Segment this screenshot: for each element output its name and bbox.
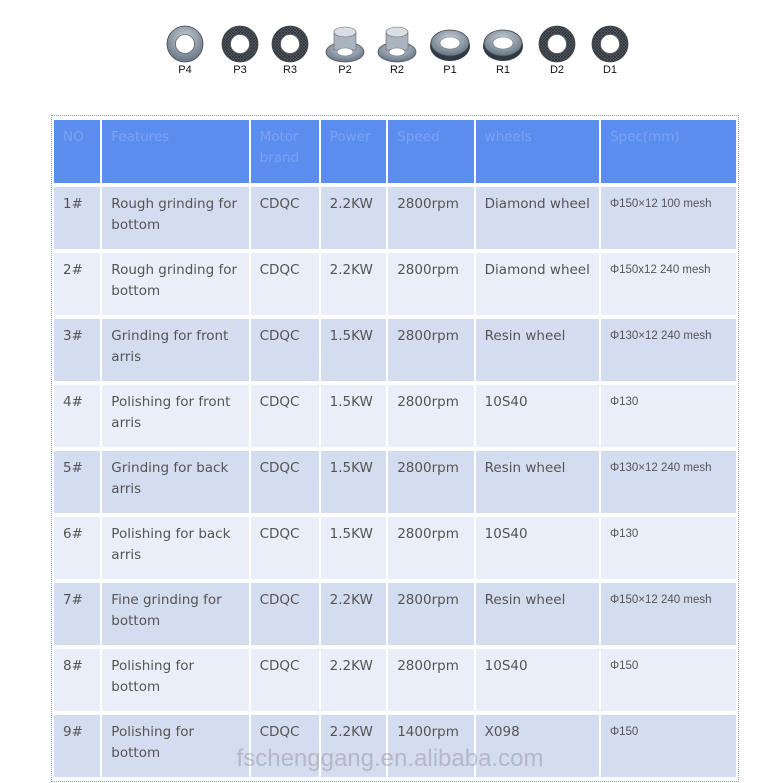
cell-spec: Φ130×12 240 mesh [601, 319, 736, 381]
cell-motor-brand: CDQC [251, 187, 319, 249]
cell-power: 1.5KW [321, 385, 387, 447]
edge-profile-p3 [215, 24, 265, 76]
cup-ring-icon [375, 24, 419, 64]
header-motor-brand: Motor brand [251, 120, 319, 183]
cell-features: Polishing for front arris [102, 385, 248, 447]
edge-profile-p2 [320, 24, 370, 76]
table-row [54, 187, 736, 249]
cell-no: 1# [54, 187, 100, 249]
cell-motor-brand: CDQC [251, 253, 319, 315]
cell-spec: Φ150 [601, 715, 736, 777]
cell-wheels: Diamond wheel [476, 187, 599, 249]
table-row [54, 517, 736, 579]
cell-motor-brand: CDQC [251, 583, 319, 645]
cell-no: 7# [54, 583, 100, 645]
cell-spec: Φ130×12 240 mesh [601, 451, 736, 513]
edge-profile-p1 [425, 24, 475, 76]
cell-speed: 2800rpm [388, 583, 473, 645]
table-row [54, 319, 736, 381]
beveled-ring-icon [481, 24, 525, 64]
header-no: NO [54, 120, 100, 183]
diamond-ring-icon [535, 24, 579, 64]
cell-wheels: Diamond wheel [476, 253, 599, 315]
edge-profile-label: R1 [495, 64, 511, 76]
cell-no: 4# [54, 385, 100, 447]
watermark: fschenggang.en.alibaba.com [236, 745, 544, 772]
cell-features: Grinding for front arris [102, 319, 248, 381]
edge-profile-label: P1 [443, 64, 457, 76]
cell-no: 3# [54, 319, 100, 381]
cell-wheels: Resin wheel [476, 319, 599, 381]
cell-speed: 2800rpm [388, 451, 473, 513]
cell-spec: Φ150×12 240 mesh [601, 583, 736, 645]
diamond-ring-icon [588, 24, 632, 64]
cell-speed: 2800rpm [388, 517, 473, 579]
table-row [54, 583, 736, 645]
edge-profile-label: R2 [389, 64, 405, 76]
table-row [54, 253, 736, 315]
cell-features: Polishing for back arris [102, 517, 248, 579]
edge-profile-label: P4 [178, 64, 192, 76]
cell-speed: 2800rpm [388, 385, 473, 447]
edge-profile-d2 [532, 24, 582, 76]
cell-motor-brand: CDQC [251, 451, 319, 513]
cell-power: 1.5KW [321, 451, 387, 513]
cell-features: Grinding for back arris [102, 451, 248, 513]
round-textured-ring-icon [268, 24, 312, 64]
cell-wheels: 10S40 [476, 649, 599, 711]
cell-spec: Φ150 [601, 649, 736, 711]
edge-profile-strip [160, 24, 640, 84]
cell-spec: Φ150x12 240 mesh [601, 253, 736, 315]
cell-motor-brand: CDQC [251, 319, 319, 381]
header-features: Features [102, 120, 248, 183]
cell-power: 1.5KW [321, 319, 387, 381]
edge-profile-label: P3 [233, 64, 247, 76]
cell-wheels: Resin wheel [476, 451, 599, 513]
flat-plain-ring-icon [163, 24, 207, 64]
cell-spec: Φ150×12 100 mesh [601, 187, 736, 249]
table-row [54, 715, 736, 777]
cell-speed: 1400rpm [388, 715, 473, 777]
edge-profile-label: D2 [549, 64, 565, 76]
cell-speed: 2800rpm [388, 319, 473, 381]
edge-profile-label: R3 [282, 64, 298, 76]
header-spec: Spec(mm) [601, 120, 736, 183]
edge-profile-label: D1 [602, 64, 618, 76]
cell-no: 8# [54, 649, 100, 711]
cell-no: 2# [54, 253, 100, 315]
cell-power: 2.2KW [321, 583, 387, 645]
cell-features: Rough grinding for bottom [102, 253, 248, 315]
cell-power: 1.5KW [321, 517, 387, 579]
flat-textured-ring-icon [218, 24, 262, 64]
edge-profile-r2 [372, 24, 422, 76]
machine-spec-table [52, 116, 738, 781]
cell-speed: 2800rpm [388, 649, 473, 711]
edge-profile-r1 [478, 24, 528, 76]
cell-power: 2.2KW [321, 649, 387, 711]
cup-ring-icon [323, 24, 367, 64]
cell-motor-brand: CDQC [251, 649, 319, 711]
cell-features: Fine grinding for bottom [102, 583, 248, 645]
table-row [54, 649, 736, 711]
cell-speed: 2800rpm [388, 253, 473, 315]
edge-profile-label: P2 [338, 64, 352, 76]
header-power: Power [321, 120, 387, 183]
cell-features: Polishing for bottom [102, 649, 248, 711]
table-header-row [54, 120, 736, 183]
cell-no: 6# [54, 517, 100, 579]
cell-motor-brand: CDQC [251, 517, 319, 579]
table-row [54, 451, 736, 513]
cell-wheels: X098 [476, 715, 599, 777]
edge-profile-d1 [585, 24, 635, 76]
beveled-ring-icon [428, 24, 472, 64]
cell-power: 2.2KW [321, 253, 387, 315]
cell-no: 5# [54, 451, 100, 513]
cell-speed: 2800rpm [388, 187, 473, 249]
header-speed: Speed [388, 120, 473, 183]
cell-wheels: 10S40 [476, 517, 599, 579]
cell-wheels: Resin wheel [476, 583, 599, 645]
header-wheels: wheels [476, 120, 599, 183]
cell-power: 2.2KW [321, 715, 387, 777]
cell-power: 2.2KW [321, 187, 387, 249]
edge-profile-r3 [265, 24, 315, 76]
cell-spec: Φ130 [601, 385, 736, 447]
cell-motor-brand: CDQC [251, 715, 319, 777]
cell-no: 9# [54, 715, 100, 777]
table-row [54, 385, 736, 447]
cell-features: Rough grinding for bottom [102, 187, 248, 249]
cell-spec: Φ130 [601, 517, 736, 579]
edge-profile-p4 [160, 24, 210, 76]
cell-wheels: 10S40 [476, 385, 599, 447]
cell-features: Polishing for bottom [102, 715, 248, 777]
cell-motor-brand: CDQC [251, 385, 319, 447]
